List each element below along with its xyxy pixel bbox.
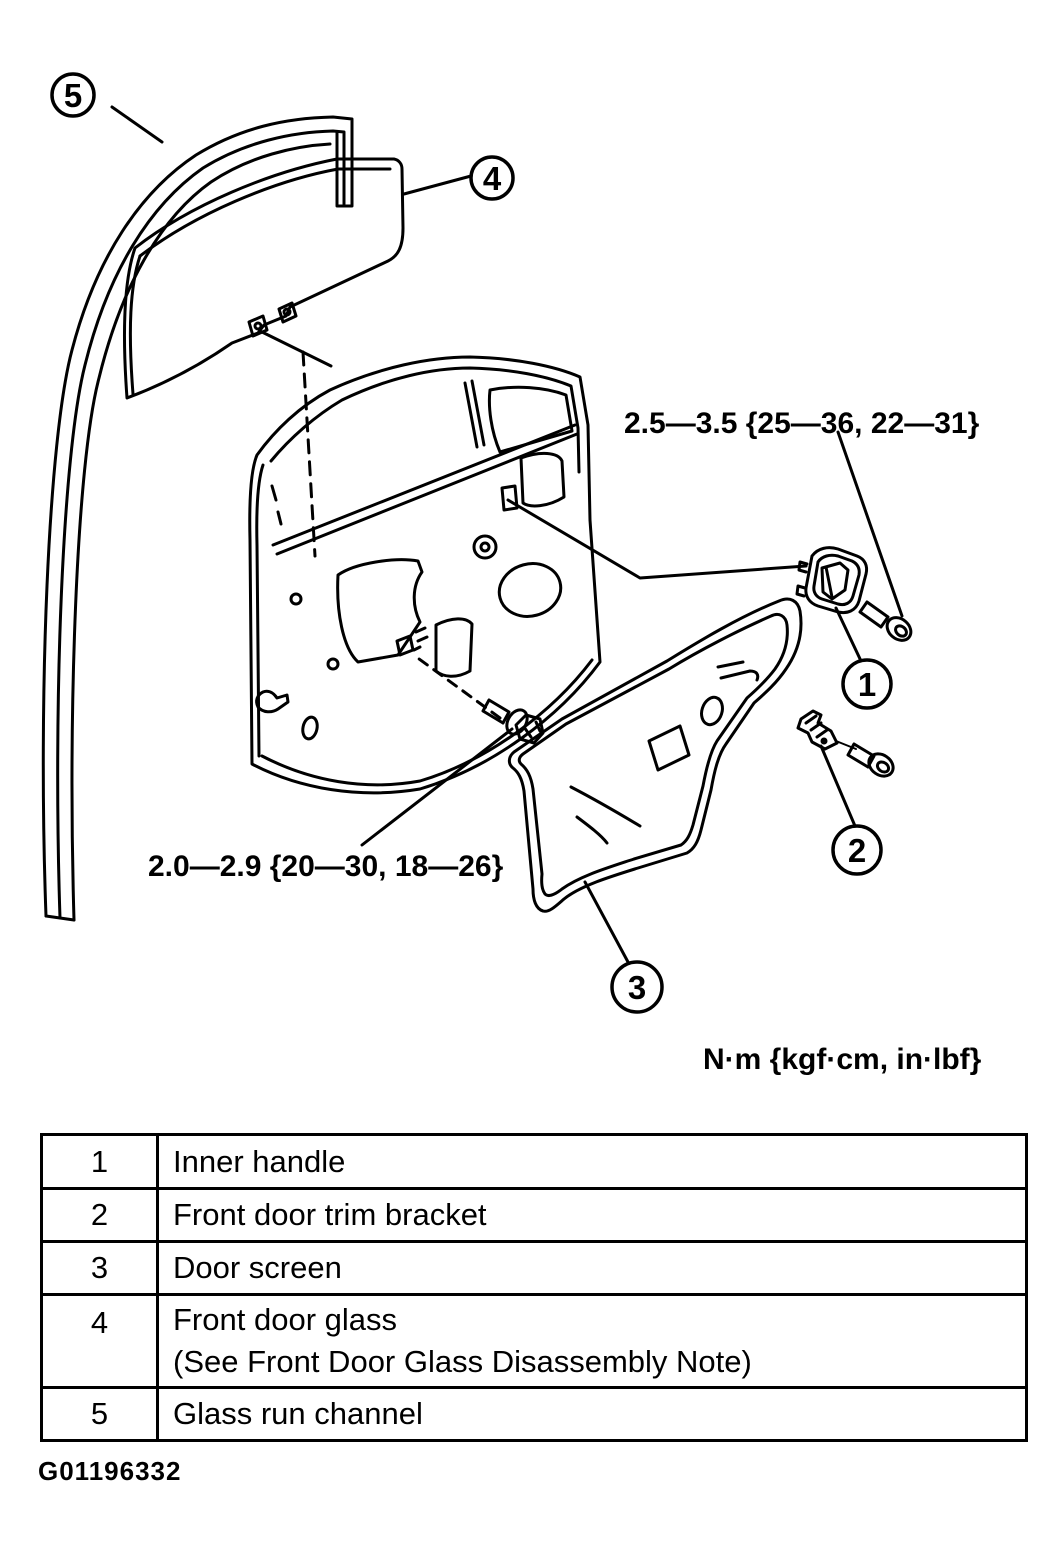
leader-bolt-dashed — [415, 656, 500, 718]
callout-4-number: 4 — [482, 160, 502, 197]
handle-mount-hole — [502, 486, 517, 510]
table-row — [43, 1293, 1025, 1386]
table-row — [43, 1386, 1025, 1439]
part-description-line1: Front door glass — [173, 1302, 397, 1337]
figure-id: G01196332 — [38, 1456, 182, 1486]
leader-handle-v — [508, 500, 806, 578]
part-description-cell: Door screen — [173, 1250, 342, 1285]
parts-legend-table — [40, 1133, 1028, 1442]
leader-callout1 — [836, 608, 861, 661]
part-description-cell: Front door trim bracket — [173, 1197, 487, 1232]
part-description-cell: Inner handle — [173, 1143, 346, 1179]
part-number-cell: 3 — [43, 1243, 159, 1293]
part-description-cell — [159, 1295, 1025, 1387]
leader-glass-clip — [262, 332, 331, 366]
leader-torque-door-bolt — [362, 729, 512, 845]
speaker-hole — [493, 557, 566, 623]
part-number-cell: 2 — [43, 1190, 159, 1240]
leader-callout5 — [112, 107, 162, 142]
door-screen-drawing — [509, 599, 801, 911]
torque-label-door-bolt: 2.0—2.9 {20—30, 18—26} — [148, 850, 504, 883]
leader-callout2 — [821, 746, 855, 826]
part-number: 4 — [90, 1305, 109, 1340]
leader-lines — [112, 107, 902, 962]
part-number-cell: 1 — [43, 1136, 159, 1187]
units-label: N·m {kgf·cm, in·lbf} — [703, 1043, 982, 1076]
part-number-cell — [43, 1296, 159, 1386]
table-row — [43, 1240, 1025, 1293]
part-description-line2: (See Front Door Glass Disassembly Note) — [173, 1344, 752, 1379]
leader-torque-inner-handle — [838, 432, 902, 616]
inner-handle-drawing — [797, 548, 867, 613]
trim-bracket-drawing — [798, 711, 837, 749]
part-description-cell: Glass run channel — [173, 1396, 423, 1431]
leader-callout3 — [585, 882, 628, 962]
callout-5-number: 5 — [63, 77, 83, 114]
callout-1-number: 1 — [857, 666, 877, 703]
leader-callout4 — [404, 176, 471, 194]
torque-label-inner-handle: 2.5—3.5 {25—36, 22—31} — [624, 407, 980, 440]
table-row — [43, 1187, 1025, 1240]
front-door-glass-drawing — [124, 159, 403, 398]
table-row — [43, 1136, 1025, 1187]
handle-screw-drawing — [860, 602, 915, 645]
part-number-cell: 5 — [43, 1389, 159, 1439]
glass-run-channel-drawing — [43, 117, 352, 920]
leader-glass-drop-dashed — [303, 352, 315, 556]
callout-2-number: 2 — [847, 832, 867, 869]
bracket-screw-drawing — [836, 741, 897, 781]
callout-3-number: 3 — [627, 969, 647, 1006]
